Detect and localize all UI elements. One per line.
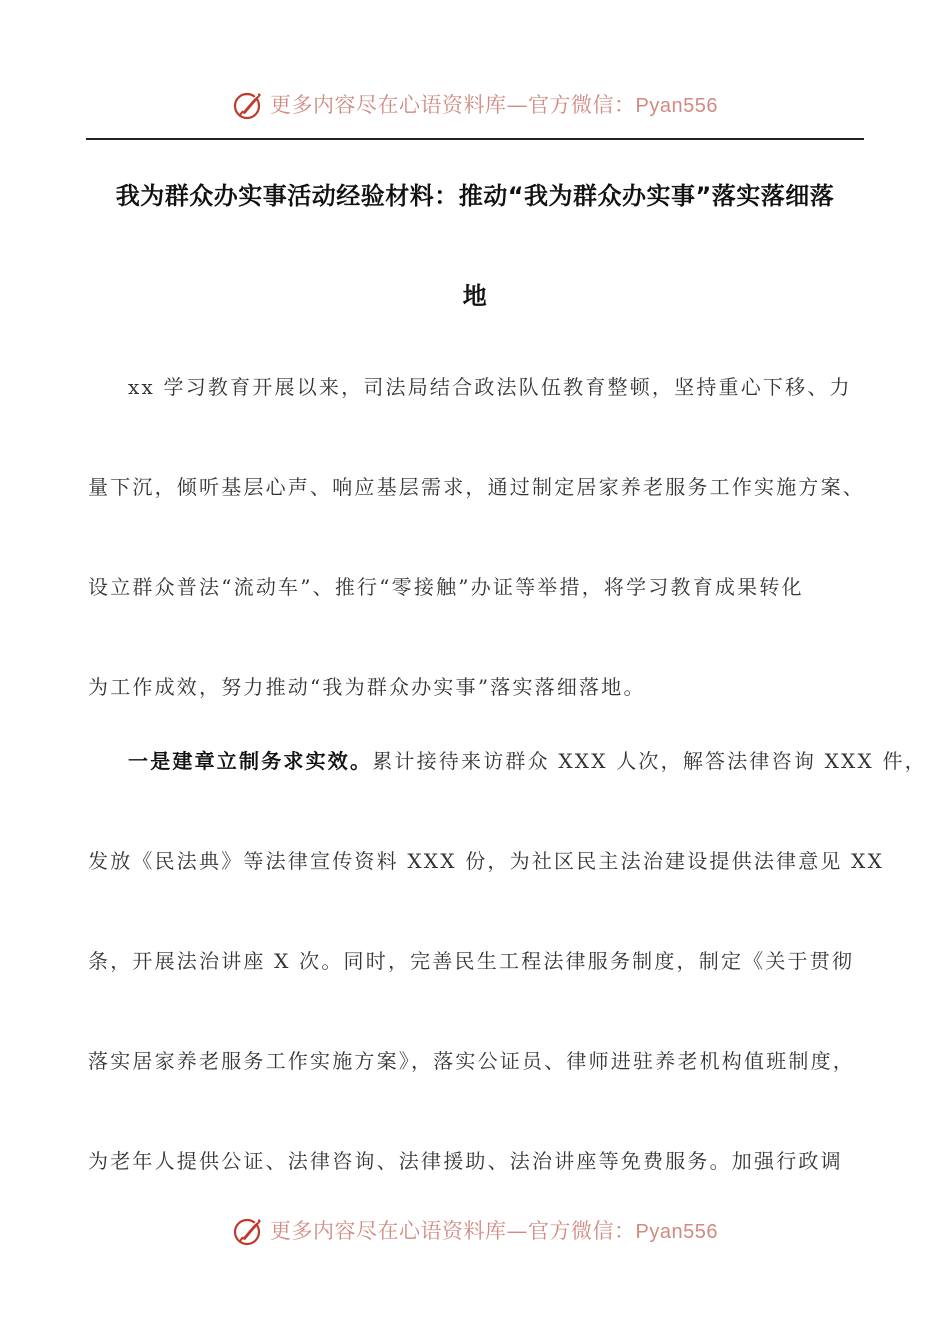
wechat-id: Pyan556 [635, 95, 718, 117]
header-banner [0, 84, 950, 124]
paragraph-2-line: 发放《民法典》等法律宣传资料 XXX 份，为社区民主法治建设提供法律意见 XX [88, 849, 885, 873]
title-line-2: 地 [462, 282, 488, 310]
feather-pen-logo-icon [232, 87, 266, 121]
header-rule [86, 138, 864, 140]
feather-pen-logo-icon [232, 1213, 266, 1247]
paragraph-1-line: 量下沉，倾听基层心声、响应基层需求，通过制定居家养老服务工作实施方案、 [88, 475, 865, 499]
paragraph-2 [88, 746, 927, 1246]
title-line-1: 我为群众办实事活动经验材料：推动“我为群众办实事”落实落细落 [115, 182, 835, 210]
paragraph-2-line: 为老年人提供公证、法律咨询、法律援助、法治讲座等免费服务。加强行政调 [88, 1149, 843, 1173]
paragraph-2-line: 一是建章立制务求实效。累计接待来访群众 XXX 人次，解答法律咨询 XXX 件， [128, 749, 927, 773]
paragraph-1-line: 为工作成效，努力推动“我为群众办实事”落实落细落地。 [88, 675, 646, 699]
document-title [86, 170, 864, 370]
wechat-id: Pyan556 [635, 1221, 718, 1243]
paragraph-2-line: 落实居家养老服务工作实施方案》，落实公证员、律师进驻养老机构值班制度， [88, 1049, 855, 1073]
paragraph-1-line: xx 学习教育开展以来，司法局结合政法队伍教育整顿，坚持重心下移、力 [128, 375, 852, 399]
paragraph-1 [88, 372, 864, 772]
paragraph-2-lead: 一是建章立制务求实效。 [128, 749, 373, 773]
footer-banner [0, 1210, 950, 1250]
paragraph-1-line: 设立群众普法“流动车”、推行“零接触”办证等举措，将学习教育成果转化 [88, 575, 804, 599]
banner-text: 更多内容尽在心语资料库—官方微信：Pyan556 [270, 1219, 718, 1243]
banner-text: 更多内容尽在心语资料库—官方微信：Pyan556 [270, 93, 718, 117]
paragraph-2-line: 条，开展法治讲座 X 次。同时，完善民生工程法律服务制度，制定《关于贯彻 [88, 949, 855, 973]
